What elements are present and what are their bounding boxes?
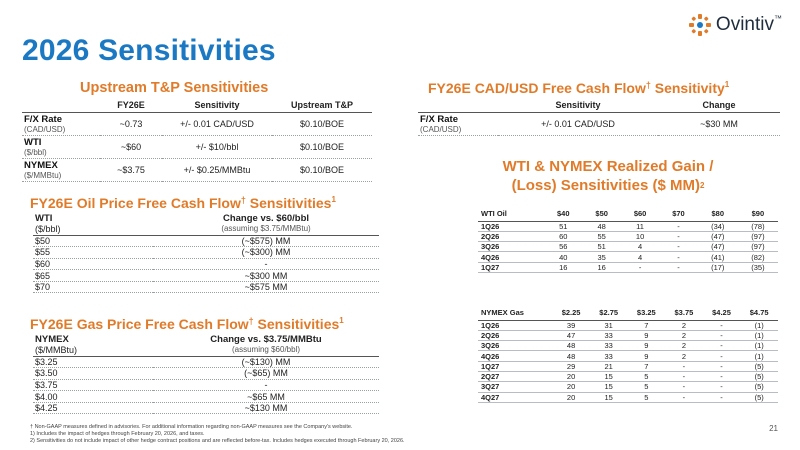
cad-fcf-title: FY26E CAD/USD Free Cash Flow† Sensitivity$^1$ <box>428 80 730 96</box>
table-header-row: NYMEX ($/MMBtu) Change vs. $3.75/MMBtu (assuming $60/bbl) <box>33 334 379 356</box>
table-row: 1Q26 51 48 11 - (34) (78) <box>478 221 778 231</box>
realized-title: WTI & NYMEX Realized Gain / (Loss) Sensitivities ($ MM)$^2$ <box>502 158 714 194</box>
orange-cross-logo-icon <box>688 13 712 37</box>
cad-fcf-table <box>418 99 780 136</box>
oil-fcf-title: FY26E Oil Price Free Cash Flow† Sensitivities$^1$ <box>30 195 336 211</box>
footnote: 2) Sensitivities do not include impact of other hedge contract positions and are reflected before-tax. Includes hedges executed through February 20, 2026. <box>30 438 405 444</box>
table-row: $50 (~$575) MM <box>33 235 379 247</box>
table-row: 4Q26 48 33 9 2 - (1) <box>478 351 778 361</box>
footnotes <box>30 424 710 445</box>
table-row: 1Q27 29 21 7 - - (5) <box>478 361 778 371</box>
table-row: F/X Rate (CAD/USD) ~0.73 +/- 0.01 CAD/USD $0.10/BOE <box>22 112 372 135</box>
table-row: 1Q26 39 31 7 2 - (1) <box>478 320 778 330</box>
col-header: Upstream T&P <box>272 99 372 112</box>
table-header-row <box>22 99 372 112</box>
col-header: Sensitivity <box>162 99 272 112</box>
table-row: $3.25 (~$130) MM <box>33 356 379 368</box>
nymex-realized-table <box>478 306 778 403</box>
table-row: $65 ~$300 MM <box>33 270 379 282</box>
table-row: 2Q27 20 15 5 - - (5) <box>478 371 778 381</box>
table-header-row <box>418 99 780 112</box>
page-number: 21 <box>769 424 778 433</box>
col-header: Sensitivity <box>498 99 658 112</box>
table-row: 4Q26 40 35 4 - (41) (82) <box>478 252 778 262</box>
page-title: 2026 Sensitivities <box>22 34 276 67</box>
company-logo <box>688 6 782 44</box>
table-row: $4.25 ~$130 MM <box>33 402 379 414</box>
table-row: $55 (~$300) MM <box>33 247 379 259</box>
gas-fcf-table <box>33 334 379 414</box>
wti-realized-table <box>478 207 778 273</box>
table-row: $60 - <box>33 258 379 270</box>
upstream-table <box>22 99 372 182</box>
footnote: 1) Includes the impact of hedges through February 20, 2026, and taxes. <box>30 431 205 437</box>
col-header: Change <box>658 99 780 112</box>
table-header-row: WTI ($/bbl) Change vs. $60/bbl (assuming $3.75/MMBtu) <box>33 213 379 235</box>
table-row: 4Q27 20 15 5 - - (5) <box>478 392 778 402</box>
table-row: $4.00 ~$65 MM <box>33 391 379 403</box>
table-row: 2Q26 47 33 9 2 - (1) <box>478 330 778 340</box>
table-row: 3Q26 48 33 9 2 - (1) <box>478 341 778 351</box>
table-row: 2Q26 60 55 10 - (47) (97) <box>478 231 778 241</box>
oil-fcf-table <box>33 213 379 293</box>
table-row: NYMEX ($/MMBtu) ~$3.75 +/- $0.25/MMBtu $0.10/BOE <box>22 158 372 181</box>
table-row: $3.50 (~$65) MM <box>33 368 379 380</box>
table-row: 3Q26 56 51 4 - (47) (97) <box>478 242 778 252</box>
logo-wordmark: Ovintiv™ <box>715 14 782 35</box>
table-row: 3Q27 20 15 5 - - (5) <box>478 382 778 392</box>
gas-fcf-title: FY26E Gas Price Free Cash Flow† Sensitivities$^1$ <box>30 316 344 332</box>
footnote: † Non-GAAP measures defined in advisories. For additional information regarding non-GAAP measures see the Company's website. <box>30 424 353 430</box>
table-header-row: WTI Oil $40 $50 $60 $70 $80 $90 <box>478 207 778 221</box>
table-header-row: NYMEX Gas $2.25 $2.75 $3.25 $3.75 $4.25 $4.75 <box>478 306 778 320</box>
table-row: $70 ~$575 MM <box>33 281 379 293</box>
table-row: $3.75 - <box>33 379 379 391</box>
upstream-title: Upstream T&P Sensitivities <box>80 80 269 96</box>
table-row: WTI ($/bbl) ~$60 +/- $10/bbl $0.10/BOE <box>22 135 372 158</box>
col-header: FY26E <box>100 99 162 112</box>
table-row: F/X Rate (CAD/USD) +/- 0.01 CAD/USD ~$30 MM <box>418 112 780 135</box>
table-row: 1Q27 16 16 - - (17) (35) <box>478 262 778 272</box>
